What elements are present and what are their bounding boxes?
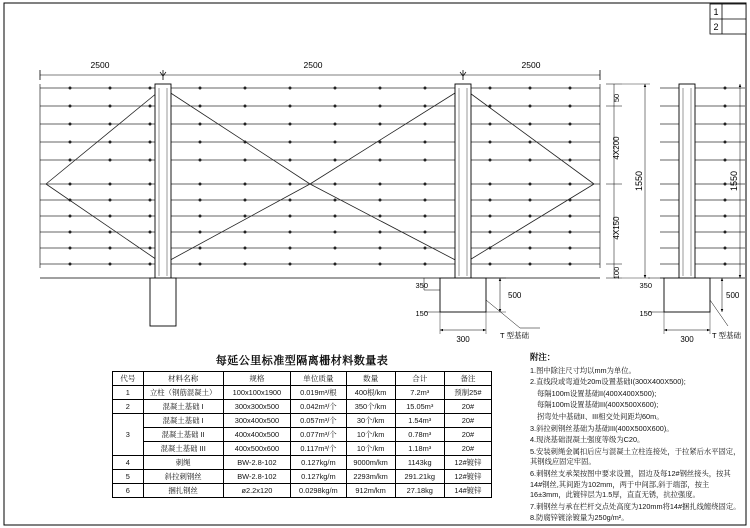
cell-remark: 20# — [444, 442, 491, 456]
cell-spec: 400x400x500 — [223, 428, 291, 442]
cell-code: 5 — [113, 470, 144, 484]
table-row — [113, 470, 492, 484]
notes-block — [530, 352, 742, 525]
note-item: 7.刺钢丝与承在栏杆交点处高度为120mm将14#捆扎线缠绕固定。 — [530, 501, 741, 511]
side-view — [639, 84, 745, 344]
cell-material: 混凝土基础 III — [143, 442, 223, 456]
dim-4x150: 4X150 — [612, 216, 621, 240]
cell-remark: 14#镀锌 — [444, 484, 491, 498]
note-item: 4.现浇基础混凝土强度等级为C20。 — [530, 435, 645, 445]
title-block-row1: 1 — [713, 7, 719, 17]
cell-qty: 30个/km — [346, 414, 395, 428]
span-dim-1: 2500 — [90, 60, 110, 70]
table-header-row — [113, 372, 492, 386]
cell-spec: 100x100x1900 — [223, 386, 291, 400]
post-1 — [150, 84, 176, 326]
cell-total: 1.18m³ — [395, 442, 444, 456]
side-foundation-label: T 型基础 — [712, 331, 742, 340]
cell-qty: 350个/km — [346, 400, 395, 414]
barb-marks — [69, 87, 572, 266]
cell-spec: ø2.2x120 — [223, 484, 291, 498]
cell-unitmass: 0.057m³/个 — [291, 414, 346, 428]
cell-qty: 912m/km — [346, 484, 395, 498]
cell-remark: 20# — [444, 414, 491, 428]
post-2 — [440, 84, 486, 312]
cell-total: 291.21kg — [395, 470, 444, 484]
cell-unitmass: 0.042m³/个 — [291, 400, 346, 414]
cell-total: 15.05m³ — [395, 400, 444, 414]
note-item: 3.斜拉刺钢丝基础为基础III(400X500X600)。 — [530, 423, 674, 433]
title-block-row2: 2 — [713, 22, 719, 32]
cell-code: 1 — [113, 386, 144, 400]
cell-material: 混凝土基础 I — [143, 400, 223, 414]
cell-code-merged: 3 — [113, 414, 144, 456]
cell-total: 7.2m³ — [395, 386, 444, 400]
col-code: 代号 — [113, 372, 144, 386]
cell-unitmass: 0.0298kg/m — [291, 484, 346, 498]
front-right-dimensions — [606, 84, 650, 279]
note-item: 1.图中除注尺寸均以mm为单位。 — [530, 365, 636, 375]
cell-remark: 20# — [444, 428, 491, 442]
note-item: 每隔100m设置基础III(400X500X600); — [537, 400, 659, 410]
cell-remark: 20# — [444, 400, 491, 414]
notes-title: 附注： — [530, 352, 556, 362]
cell-code: 6 — [113, 484, 144, 498]
side-dim-300: 300 — [680, 335, 694, 344]
cell-qty: 400根/km — [346, 386, 395, 400]
cell-total: 1143kg — [395, 456, 444, 470]
front-foundation-label: T 型基础 — [500, 331, 530, 340]
note-item: 6.刺钢丝支承架按图中要求设置，固边及每12#钢丝接头，按其14#钢丝,其间距为102mm，两于中间部,斜于端部，按主16±3mm，此镀锌层为1.5厚，直直无锈，抗拉强度。 — [530, 468, 731, 500]
span-dim-3: 2500 — [521, 60, 541, 70]
cell-qty: 9000m/km — [346, 456, 395, 470]
quantity-table — [112, 371, 492, 498]
cell-spec: BW-2.8-102 — [223, 456, 291, 470]
cell-remark: 12#镀锌 — [444, 470, 491, 484]
col-material: 材料名称 — [143, 372, 223, 386]
dim-300: 300 — [456, 335, 470, 344]
cell-qty: 10个/km — [346, 442, 395, 456]
table-row — [113, 400, 492, 414]
cell-material: 立柱（钢筋混凝土） — [143, 386, 223, 400]
cell-spec: 400x500x600 — [223, 442, 291, 456]
cell-total: 1.54m³ — [395, 414, 444, 428]
table-row — [113, 456, 492, 470]
side-post — [664, 84, 710, 312]
table-title: 每延公里标准型隔离栅材料数量表 — [215, 355, 389, 367]
note-item: 2.直线段或弯道处20m设置基础I(300X400X500); — [530, 377, 686, 387]
diagonal-brace-wires — [46, 88, 594, 264]
side-dim-500: 500 — [726, 291, 740, 300]
note-item: 8.防腐锌镀涂镀量为250g/m²。 — [530, 513, 629, 523]
cell-qty: 2293m/km — [346, 470, 395, 484]
cell-material: 捆扎钢丝 — [143, 484, 223, 498]
side-dim-150: 150 — [639, 309, 652, 318]
cell-spec: 300x400x500 — [223, 414, 291, 428]
cell-material: 混凝土基础 II — [143, 428, 223, 442]
table-row — [113, 386, 492, 400]
cell-unitmass: 0.127kg/m — [291, 470, 346, 484]
cell-remark: 预制25# — [444, 386, 491, 400]
table-row — [113, 442, 492, 456]
quantity-table-block — [112, 352, 492, 498]
col-remark: 备注 — [444, 372, 491, 386]
cell-total: 0.78m³ — [395, 428, 444, 442]
table-row — [113, 484, 492, 498]
cell-total: 27.18kg — [395, 484, 444, 498]
side-total-height: 1550 — [729, 170, 739, 192]
dim-100: 100 — [612, 266, 621, 280]
dim-4x200: 4X200 — [612, 136, 621, 160]
col-qty: 数量 — [346, 372, 395, 386]
title-block-corner — [710, 4, 746, 34]
cell-material: 斜拉刺钢丝 — [143, 470, 223, 484]
cell-code: 4 — [113, 456, 144, 470]
front-total-height: 1550 — [634, 170, 644, 192]
cell-code: 2 — [113, 400, 144, 414]
cell-unitmass: 0.117m³/个 — [291, 442, 346, 456]
table-row — [113, 414, 492, 428]
dim-150: 150 — [415, 309, 428, 318]
dim-350: 350 — [415, 281, 428, 290]
note-item: 5.安装刺绳金属扣后应与混凝土立柱连接处，于拉紧后水平固定，其钢线应固定牢固。 — [530, 446, 741, 467]
cell-unitmass: 0.019m³/根 — [291, 386, 346, 400]
note-item: 每隔100m设置基础II(400X400X500); — [537, 388, 657, 398]
cell-qty: 10个/km — [346, 428, 395, 442]
cell-unitmass: 0.127kg/m — [291, 456, 346, 470]
cell-spec: BW-2.8-102 — [223, 470, 291, 484]
col-spec: 规格 — [223, 372, 291, 386]
table-row — [113, 428, 492, 442]
note-item: 拐弯处中基础II、III相交处间距均60m。 — [537, 411, 664, 421]
col-unitmass: 单位质量 — [291, 372, 346, 386]
cell-material: 混凝土基础 I — [143, 414, 223, 428]
span-dim-2: 2500 — [303, 60, 323, 70]
dim-500: 500 — [508, 291, 522, 300]
cell-material: 刺绳 — [143, 456, 223, 470]
cell-remark: 12#镀锌 — [444, 456, 491, 470]
side-dim-350: 350 — [639, 281, 652, 290]
col-total: 合计 — [395, 372, 444, 386]
front-elevation — [40, 60, 650, 344]
dim-50: 50 — [612, 93, 621, 103]
cell-unitmass: 0.077m³/个 — [291, 428, 346, 442]
cell-spec: 300x300x500 — [223, 400, 291, 414]
